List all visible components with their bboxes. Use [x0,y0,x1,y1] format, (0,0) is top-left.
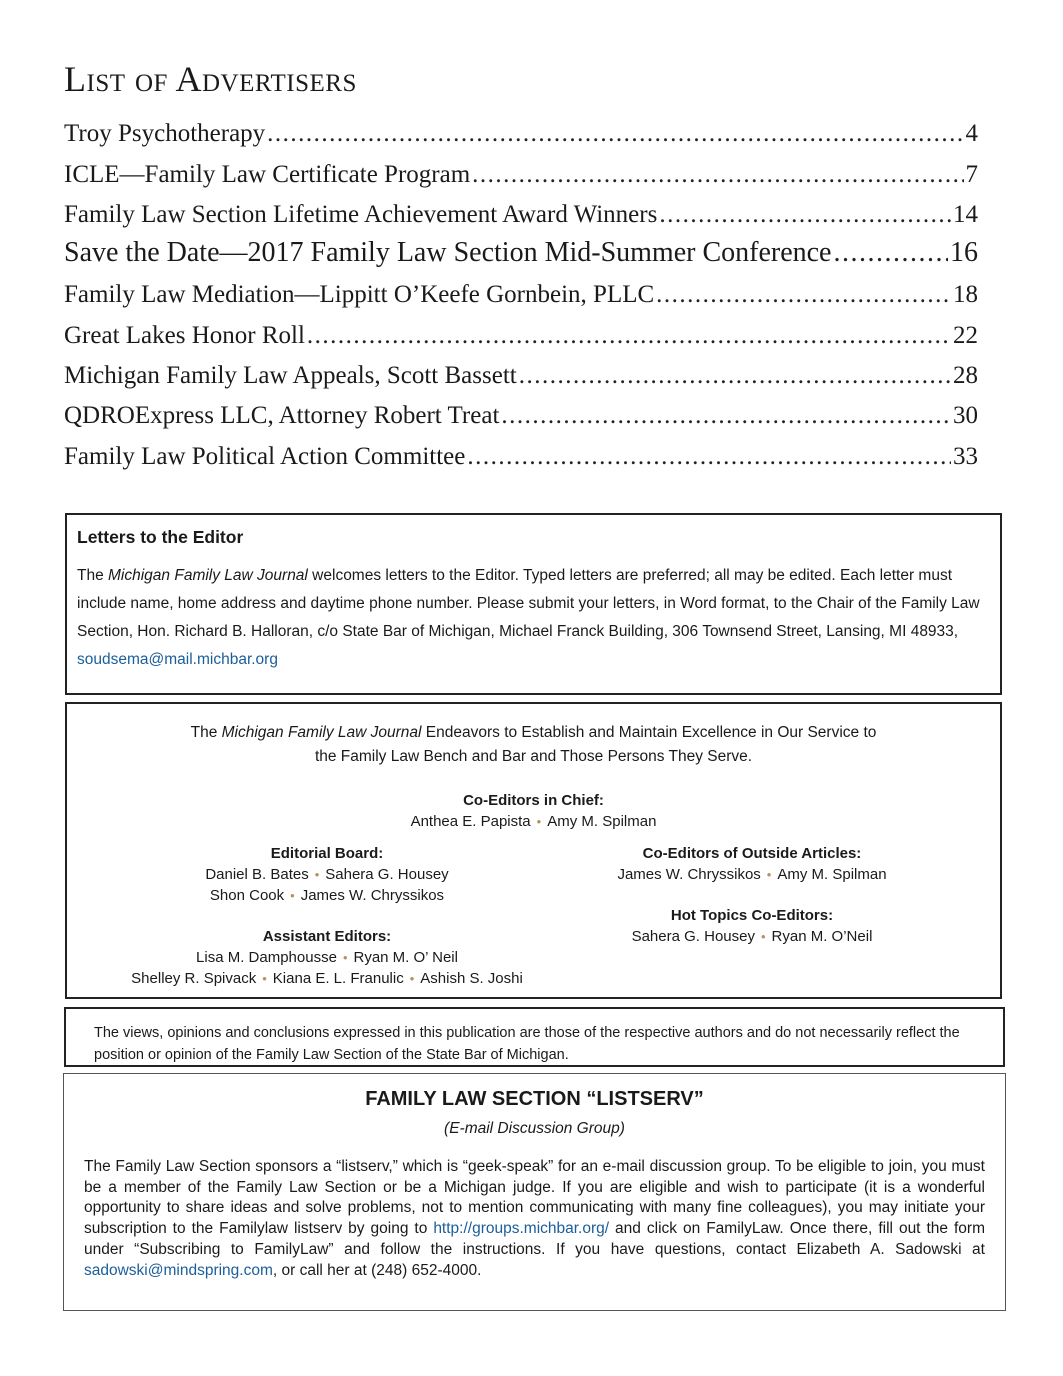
editor-name: Shelley R. Spivack [131,970,257,987]
listserv-text: and click on FamilyLaw. Once there, fill out the form under “Subscribing to FamilyLaw” and follow the instructions. If you have questions, contact Elizabeth A. Sadowski at [84,1220,985,1258]
editor-name: Lisa M. Damphousse [196,949,337,966]
advertiser-page: 7 [965,160,978,188]
advertiser-page: 22 [953,321,978,349]
advertiser-name: Save the Date—2017 Family Law Section Mid-Summer Conference [64,237,832,269]
assistant-editors [97,926,557,989]
editor-name: Ryan M. O’ Neil [353,949,458,966]
advertiser-page: 16 [950,237,978,269]
letters-body [77,562,990,674]
advertiser-row [64,148,978,188]
listserv-email-link[interactable]: sadowski@mindspring.com [84,1261,273,1279]
advertiser-name: Family Law Section Lifetime Achievement Award Winners [64,200,658,228]
hot-topics-editors [567,905,937,947]
editors-box [65,702,1002,999]
editor-name: James W. Chryssikos [300,887,445,904]
editorial-board [127,843,527,906]
advertiser-row [64,189,978,229]
advertiser-name: Family Law Mediation—Lippitt O’Keefe Gornbein, PLLC [64,281,655,309]
bullet-separator: • [766,867,772,882]
leader-dots [519,362,951,390]
leader-dots [467,443,951,471]
mission-statement [67,721,1000,769]
letters-text: The [77,567,109,584]
advertiser-name: QDROExpress LLC, Attorney Robert Treat [64,402,500,430]
advertiser-page: 18 [953,281,978,309]
editor-name: Daniel B. Bates [205,866,309,883]
editor-name: Ryan M. O’Neil [771,928,873,945]
editor-name: Anthea E. Papista [410,813,531,830]
bullet-separator: • [290,888,295,903]
advertiser-row [64,309,978,349]
section-heading: Hot Topics Co-Editors: [670,907,834,924]
letters-text: welcomes letters to the Editor. Typed letters are preferred; all may be edited. Each letter must include name, home address and daytime phone number. Please submit your letters, in Word format, to the Chair of the Family Law Section, Hon. Richard B. Halloran, c/o State Bar of Michigan, Michael Franck Building, 306 Townsend Street, Lansing, MI 48933, [77,567,980,640]
leader-dots [267,120,963,148]
letters-email-link[interactable]: soudsema@mail.michbar.org [77,651,278,668]
advertiser-page: 33 [953,442,978,470]
advertiser-page: 28 [953,362,978,390]
bullet-separator: • [536,814,542,829]
listserv-subtitle: (E-mail Discussion Group) [444,1120,625,1137]
advertiser-name: ICLE—Family Law Certificate Program [64,160,471,188]
advertiser-name: Family Law Political Action Committee [64,442,466,470]
advertiser-row [64,430,978,470]
editor-name: Amy M. Spilman [547,813,657,830]
editor-name: Kiana E. L. Franulic [272,970,404,987]
leader-dots [307,322,951,350]
journal-name: Michigan Family Law Journal [108,567,308,584]
advertiser-page: 4 [965,120,978,148]
editor-name: Ashish S. Joshi [420,970,523,987]
listserv-box [63,1073,1006,1311]
listserv-body [84,1157,985,1281]
leader-dots [659,201,951,229]
section-heading: Assistant Editors: [262,928,392,945]
advertiser-row [64,229,978,269]
advertiser-name: Troy Psychotherapy [64,120,266,148]
disclaimer-box [64,1007,1005,1067]
bullet-separator: • [262,971,267,986]
section-heading: Editorial Board: [270,845,384,862]
disclaimer-text: The views, opinions and conclusions expressed in this publication are those of the respective authors and do not necessarily reflect the position or opinion of the Family Law Section of the State Bar of Michigan. [94,1025,960,1063]
mission-text: the Family Law Bench and Bar and Those Persons They Serve. [314,748,753,765]
bullet-separator: • [342,950,348,965]
advertisers-title: List of Advertisers [64,59,357,99]
advertiser-row [64,390,978,430]
editor-name: Sahera G. Housey [631,928,755,945]
advertiser-name: Great Lakes Honor Roll [64,321,305,349]
journal-name: Michigan Family Law Journal [221,724,422,741]
advertiser-row [64,269,978,309]
advertiser-name: Michigan Family Law Appeals, Scott Bassett [64,362,517,390]
advertiser-page: 30 [953,402,978,430]
advertiser-page: 14 [953,200,978,228]
listserv-text: , or call her at (248) 652-4000. [272,1261,482,1279]
editor-name: James W. Chryssikos [617,866,761,883]
co-editors-in-chief [67,790,1000,832]
bullet-separator: • [314,867,320,882]
leader-dots [472,161,963,189]
outside-articles-editors [567,843,937,885]
bullet-separator: • [760,929,766,944]
leader-dots [501,402,951,430]
letters-to-editor-box [65,513,1002,695]
editor-name: Sahera G. Housey [325,866,449,883]
editor-name: Amy M. Spilman [777,866,887,883]
listserv-text: The Family Law Section sponsors a “listserv,” which is “geek-speak” for an e-mail discussion group. To be eligible to join, you must be a member of the Family Law Section or be a Michigan judge. If you are eligible and wish to participate (it is a wonderful opportunity to share ideas and solve problems, not to mention communicating with many fine colleagues), you may initiate your subscription to the Familylaw listserv by going to [84,1158,985,1238]
advertiser-row [64,350,978,390]
leader-dots [833,237,948,269]
advertiser-list [64,108,978,471]
advertiser-row [64,108,978,148]
listserv-url-link[interactable]: http://groups.michbar.org/ [433,1220,610,1238]
section-heading: Co-Editors in Chief: [463,792,604,809]
editor-name: Shon Cook [209,887,285,904]
mission-text: Endeavors to Establish and Maintain Excellence in Our Service to [421,724,877,741]
bullet-separator: • [409,971,415,986]
listserv-title: FAMILY LAW SECTION “LISTSERV” [365,1088,704,1110]
section-heading: Co-Editors of Outside Articles: [642,845,862,862]
letters-heading: Letters to the Editor [77,527,244,547]
leader-dots [656,281,951,309]
mission-text: The [190,724,222,741]
